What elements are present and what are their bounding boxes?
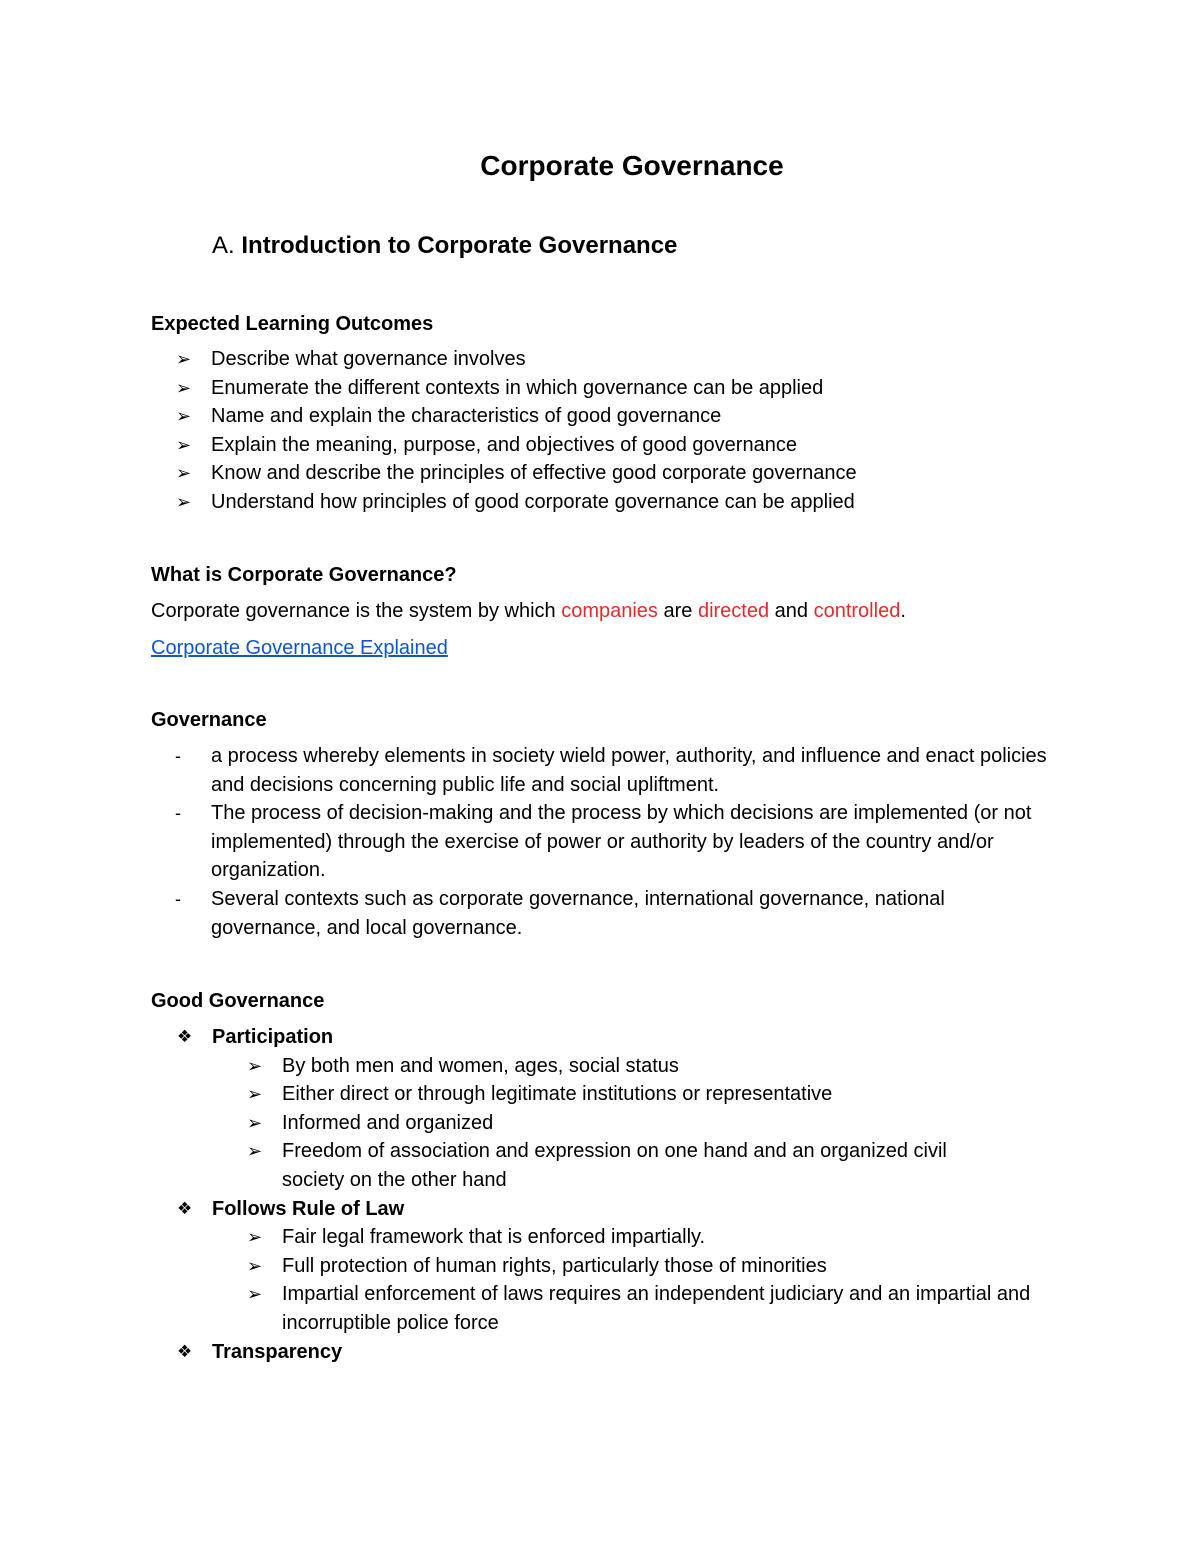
diamond-bullet-icon: ❖ — [177, 1341, 193, 1361]
section-heading — [212, 230, 677, 262]
principle-participation — [177, 1023, 1062, 1195]
list-item: ➢ Fair legal framework that is enforced impartially. — [282, 1223, 1062, 1252]
list-item: ➢ Informed and organized — [282, 1109, 1062, 1138]
list-item: - The process of decision-making and the process by which decisions are implemented (or not implemented) through the exercise of power or authority by leaders of the country and/or organization. — [211, 799, 1051, 885]
arrow-bullet-icon: ➢ — [176, 349, 192, 369]
governance-list — [175, 742, 1051, 942]
highlight-directed: directed — [697, 600, 770, 622]
arrow-bullet-icon: ➢ — [247, 1284, 263, 1305]
definition-paragraph: Corporate governance is the system by which companies are directed and controlled. — [151, 600, 906, 622]
arrow-bullet-icon: ➢ — [176, 434, 192, 455]
what-is-heading: What is Corporate Governance? — [151, 564, 457, 586]
principle-name: Transparency — [212, 1340, 343, 1363]
arrow-bullet-icon: ➢ — [247, 1255, 263, 1276]
list-item: - Several contexts such as corporate governance, international governance, national governance, and local governance. — [211, 885, 1051, 942]
section-letter: A. — [212, 232, 235, 259]
list-item: ➢ Full protection of human rights, particularly those of minorities — [282, 1252, 1062, 1281]
arrow-bullet-icon: ➢ — [176, 377, 192, 398]
list-item: - a process whereby elements in society wield power, authority, and influence and enact policies and decisions concerning public life and social upliftment. — [211, 742, 1051, 799]
principle-points — [212, 1223, 1062, 1337]
list-item: ➢ Understand how principles of good corporate governance can be applied — [211, 488, 857, 517]
list-item: ➢ Impartial enforcement of laws requires an independent judiciary and an impartial and incorruptible police force — [282, 1280, 1052, 1337]
list-item: ➢ Name and explain the characteristics of good governance — [211, 402, 857, 431]
list-item: ➢ Either direct or through legitimate institutions or representative — [282, 1080, 1062, 1109]
principle-transparency — [177, 1338, 1062, 1367]
good-governance-list — [177, 1023, 1062, 1366]
list-item: ➢ Explain the meaning, purpose, and objectives of good governance — [211, 431, 857, 460]
dash-bullet-icon: - — [175, 888, 181, 909]
list-item: ➢ Enumerate the different contexts in which governance can be applied — [211, 374, 857, 403]
arrow-bullet-icon: ➢ — [176, 406, 192, 427]
arrow-bullet-icon: ➢ — [176, 463, 192, 484]
principle-points — [212, 1052, 1062, 1195]
corporate-governance-explained-link[interactable]: Corporate Governance Explained — [151, 637, 448, 659]
dash-bullet-icon: - — [175, 803, 181, 824]
dash-bullet-icon: - — [175, 746, 181, 766]
arrow-bullet-icon: ➢ — [247, 1055, 263, 1076]
arrow-bullet-icon: ➢ — [247, 1141, 263, 1162]
section-title: Introduction to Corporate Governance — [241, 232, 678, 259]
governance-heading: Governance — [151, 709, 267, 731]
principle-name: Follows Rule of Law — [212, 1197, 405, 1220]
arrow-bullet-icon: ➢ — [176, 491, 192, 512]
good-governance-heading: Good Governance — [151, 990, 325, 1012]
diamond-bullet-icon: ❖ — [177, 1198, 193, 1218]
arrow-bullet-icon: ➢ — [247, 1112, 263, 1133]
principle-name: Participation — [212, 1026, 334, 1048]
highlight-controlled: controlled — [813, 600, 901, 622]
list-item: ➢ By both men and women, ages, social status — [282, 1052, 1062, 1081]
diamond-bullet-icon: ❖ — [177, 1027, 193, 1046]
learning-outcomes-heading: Expected Learning Outcomes — [151, 313, 434, 335]
learning-outcomes-list — [176, 345, 857, 517]
arrow-bullet-icon: ➢ — [247, 1084, 263, 1105]
principle-rule-of-law — [177, 1195, 1062, 1338]
list-item: ➢ Freedom of association and expression on one hand and an organized civil society on the other hand — [282, 1137, 1012, 1194]
arrow-bullet-icon: ➢ — [247, 1227, 263, 1248]
highlight-companies: companies — [561, 600, 658, 622]
list-item: ➢ Know and describe the principles of effective good corporate governance — [211, 459, 857, 488]
document-title: Corporate Governance — [480, 150, 784, 181]
list-item: ➢ Describe what governance involves — [211, 345, 857, 374]
